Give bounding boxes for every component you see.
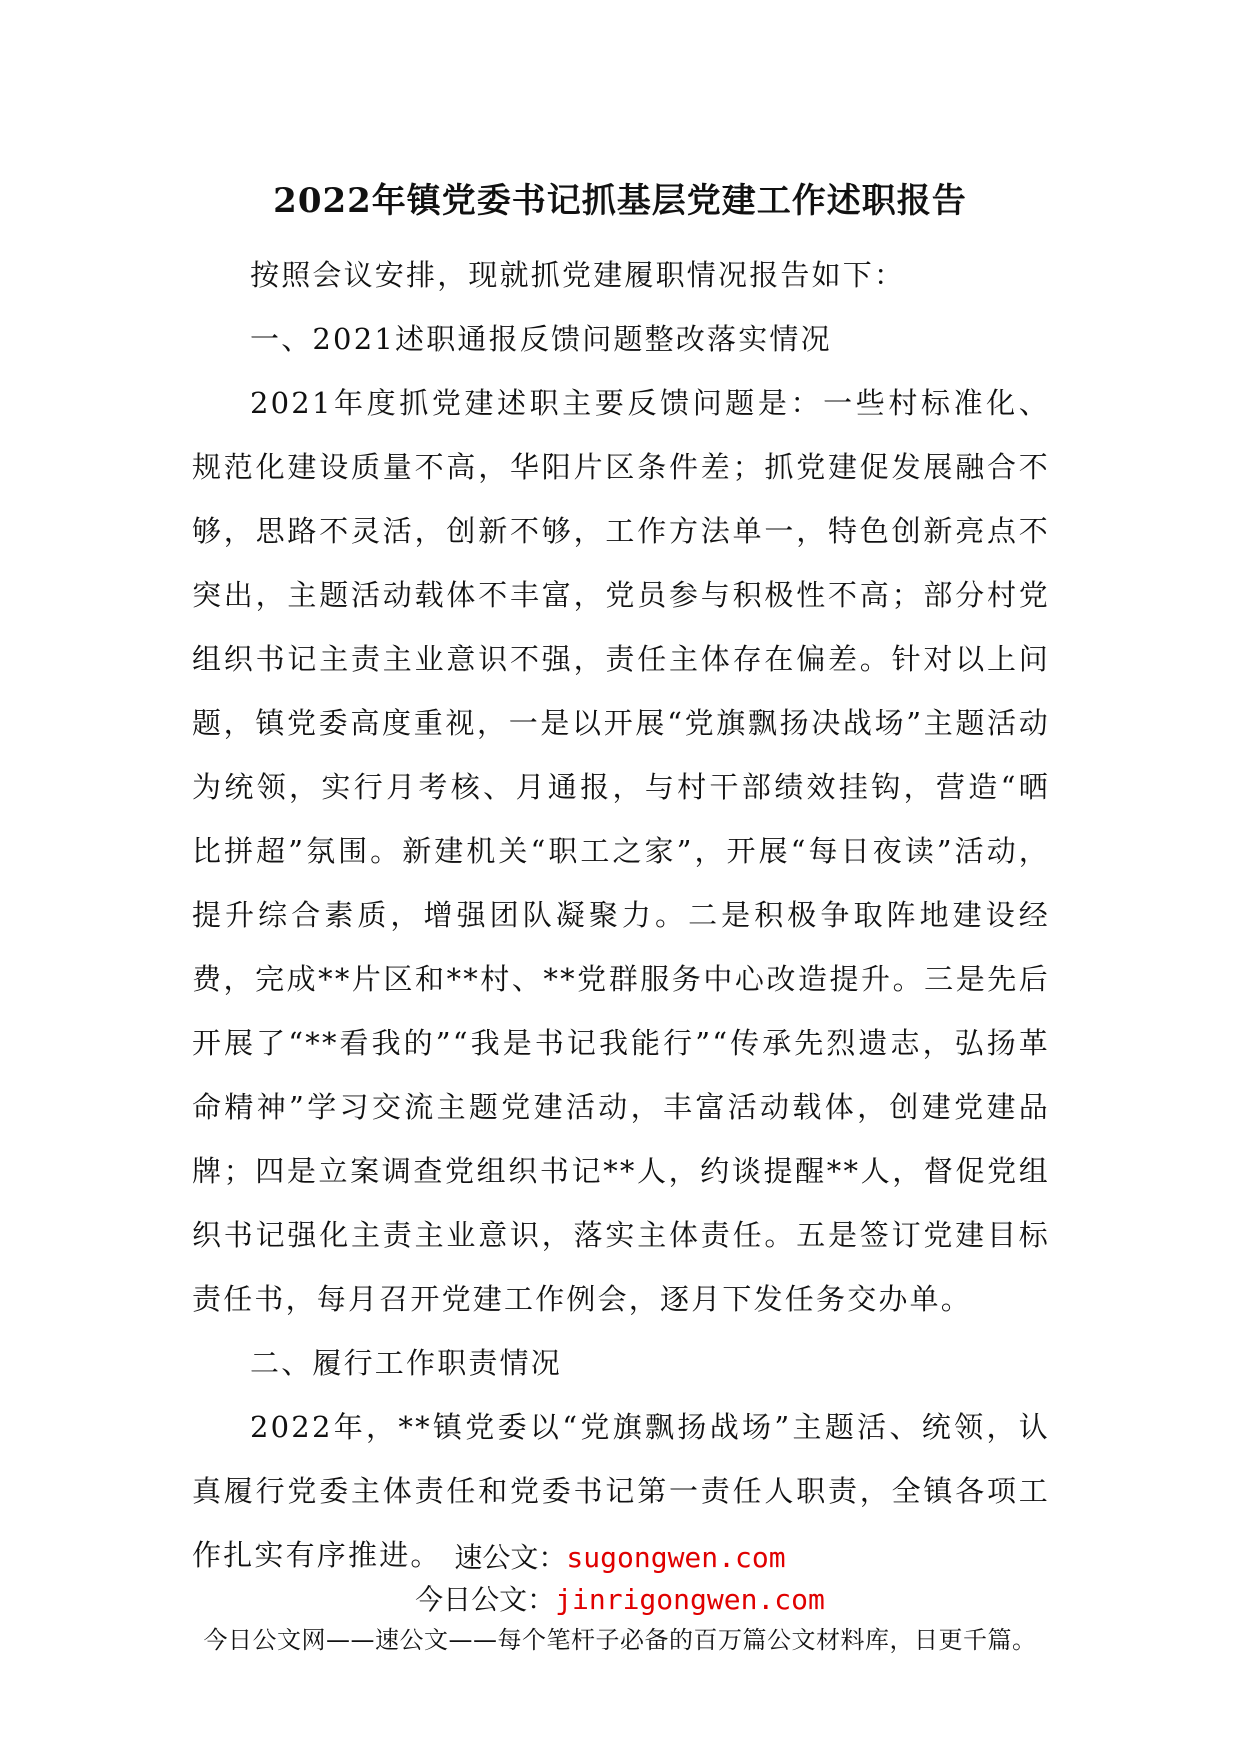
footer-tagline: 今日公文网——速公文——每个笔杆子必备的百万篇公文材料库，日更千篇。 [203, 1626, 1037, 1654]
section-heading-1: 一、2021述职通报反馈问题整改落实情况 [250, 322, 832, 356]
footer-line-jinrigongwen [0, 1578, 1240, 1618]
section-heading-2: 二、履行工作职责情况 [250, 1346, 563, 1380]
paragraph-intro: 按照会议安排，现就抓党建履职情况报告如下： [250, 258, 906, 292]
footer-link-jinrigongwen[interactable]: jinrigongwen.com [555, 1583, 825, 1616]
paragraph-duties: 2022年，**镇党委以“党旗飘扬战场”主题活、统领，认真履行党委主体责任和党委书记第一责任人职责，全镇各项工作扎实有序推进。 [192, 1410, 1050, 1572]
footer-line-sugongwen [0, 1536, 1240, 1576]
footer-label-jinrigongwen: 今日公文： [415, 1583, 556, 1616]
document-body [192, 243, 1050, 1587]
footer-label-sugongwen: 速公文： [454, 1541, 567, 1574]
paragraph-rectification: 2021年度抓党建述职主要反馈问题是：一些村标准化、规范化建设质量不高，华阳片区条件差；抓党建促发展融合不够，思路不灵活，创新不够，工作方法单一，特色创新亮点不突出，主题活动载体不丰富，党员参与积极性不高；部分村党组织书记主责主业意识不强，责任主体存在偏差。针对以上问题，镇党委高度重视，一是以开展“党旗飘扬决战场”主题活动为统领，实行月考核、月通报，与村干部绩效挂钩，营造“晒比拼超”氛围。新建机关“职工之家”，开展“每日夜读”活动，提升综合素质，增强团队凝聚力。二是积极争取阵地建设经费，完成**片区和**村、**党群服务中心改造提升。三是先后开展了“**看我的”“我是书记我能行”“传承先烈遗志，弘扬革命精神”学习交流主题党建活动，丰富活动载体，创建党建品牌；四是立案调查党组织书记**人，约谈提醒**人，督促党组织书记强化主责主业意识，落实主体责任。五是签订党建目标责任书，每月召开党建工作例会，逐月下发任务交办单。 [192, 386, 1050, 1316]
document-title: 2022年镇党委书记抓基层党建工作述职报告 [273, 181, 967, 221]
footer-link-sugongwen[interactable]: sugongwen.com [566, 1541, 786, 1574]
